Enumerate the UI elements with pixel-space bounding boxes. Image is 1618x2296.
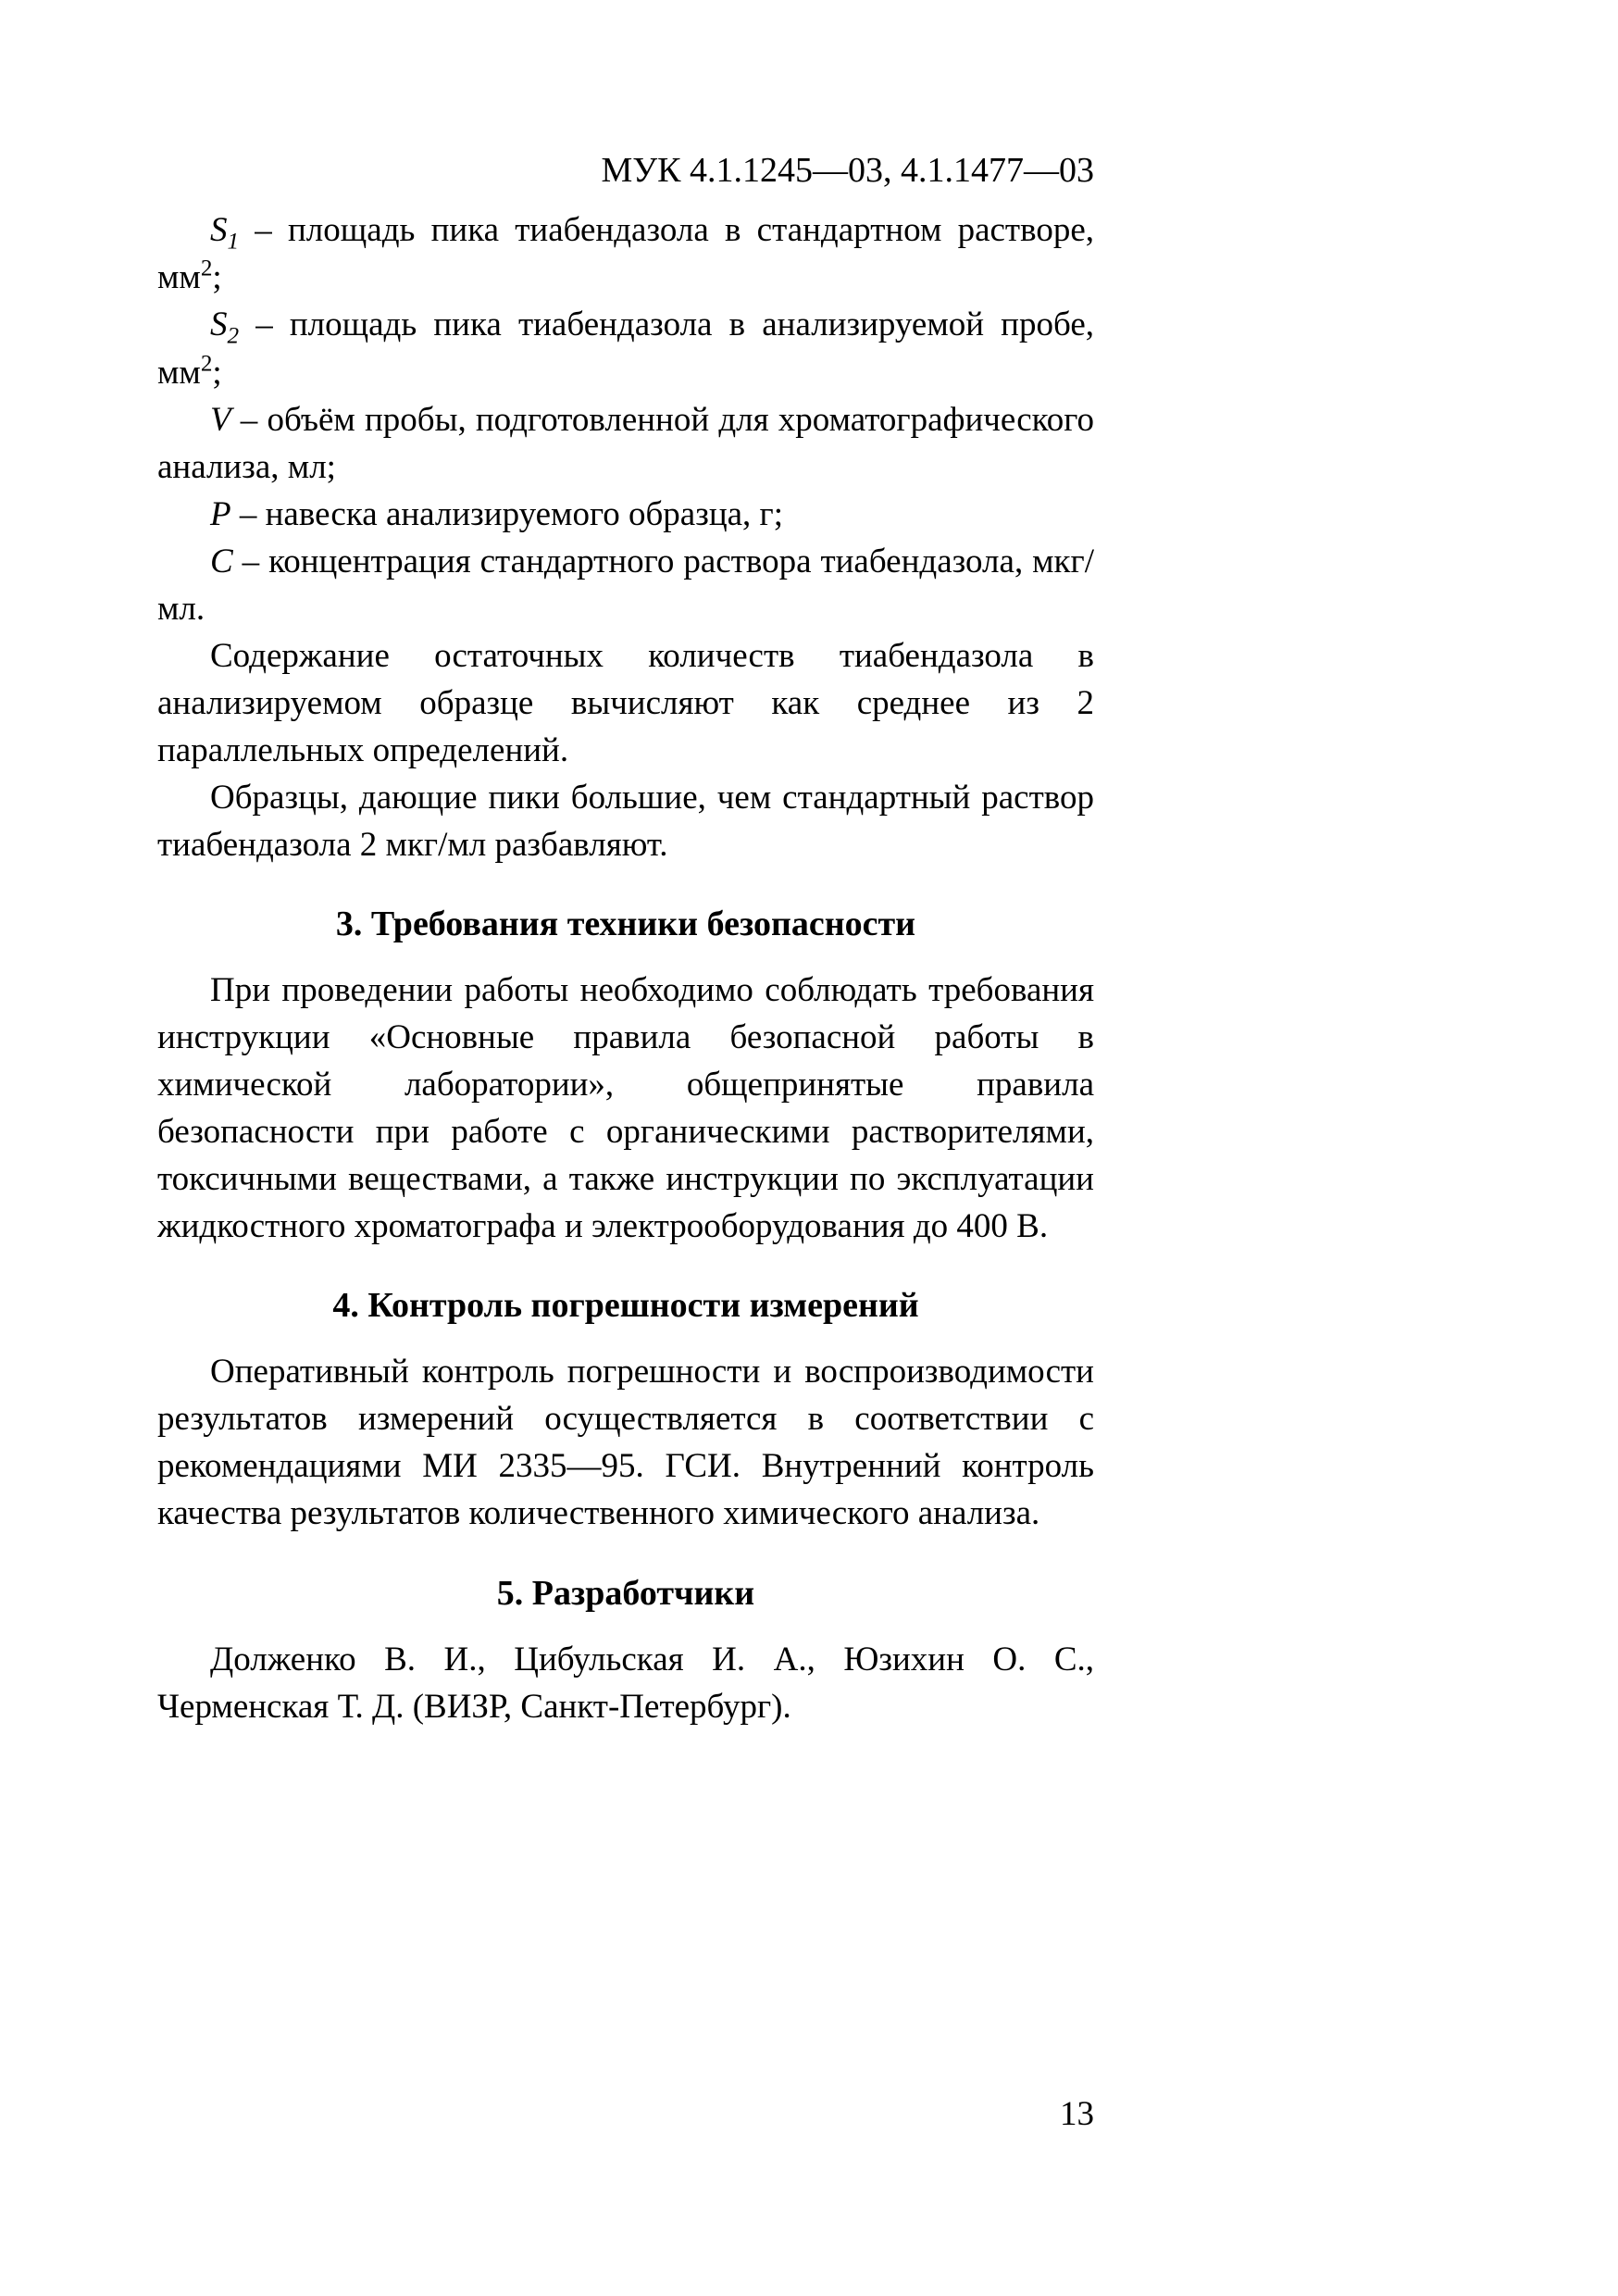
definition-item [157, 301, 1094, 395]
definition-tail: ; [212, 258, 222, 297]
definition-superscript: 2 [200, 351, 213, 377]
definition-text: – объём пробы, подготовленной для хроматографического анализа, мл; [157, 400, 1094, 486]
section-heading-developers: 5. Разработчики [496, 1573, 755, 1613]
doc-number: МУК 4.1.1245—03, 4.1.1477—03 [601, 151, 1094, 190]
definition-item [157, 538, 1094, 632]
definition-variable: S [210, 306, 228, 344]
definition-text: – концентрация стандартного раствора тиабендазола, мкг/мл. [157, 542, 1094, 628]
section-heading-error-control: 4. Контроль погрешности измерений [332, 1286, 919, 1326]
paragraph: При проведении работы необходимо соблюдать требования инструкции «Основные правила безопасной работы в химической лаборатории», общепринятые правила безопасности при работе с органическими растворителями, токсичными веществами, а также инструкции по эксплуатации жидкостного хроматографа и электрооборудования до 400 В. [157, 971, 1094, 1246]
definition-variable: P [210, 494, 231, 533]
paragraph: Долженко В. И., Цибульская И. А., Юзихин О. С., Черменская Т. Д. (ВИЗР, Санкт-Петербург). [157, 1640, 1094, 1726]
definition-text: – площадь пика тиабендазола в стандартном растворе, мм [157, 211, 1094, 297]
definition-item [157, 491, 1094, 538]
page-content [157, 148, 1094, 1730]
definition-variable: C [210, 542, 233, 580]
definition-variable: V [210, 400, 231, 439]
definition-item [157, 206, 1094, 301]
section-heading-safety: 3. Требования техники безопасности [335, 905, 916, 944]
definition-superscript: 2 [200, 256, 213, 282]
definition-subscript: 2 [227, 323, 240, 349]
definition-tail: ; [212, 353, 222, 392]
definition-variable: S [210, 211, 228, 250]
paragraph: Оперативный контроль погрешности и воспроизводимости результатов измерений осуществляется в соответствии с рекомендациями МИ 2335—95. ГСИ. Внутренний контроль качества результатов количественного химического анализа. [157, 1353, 1094, 1533]
page-number: 13 [1060, 2095, 1094, 2133]
paragraph: Образцы, дающие пики большие, чем стандартный раствор тиабендазола 2 мкг/мл разбавляют. [157, 778, 1094, 864]
paragraph: Содержание остаточных количеств тиабендазола в анализируемом образце вычисляют как среднее из 2 параллельных определений. [157, 636, 1094, 769]
definition-subscript: 1 [227, 229, 240, 255]
definition-text: – навеска анализируемого образца, г; [230, 494, 783, 533]
definition-text: – площадь пика тиабендазола в анализируемой пробе, мм [157, 306, 1094, 392]
definition-item [157, 396, 1094, 491]
